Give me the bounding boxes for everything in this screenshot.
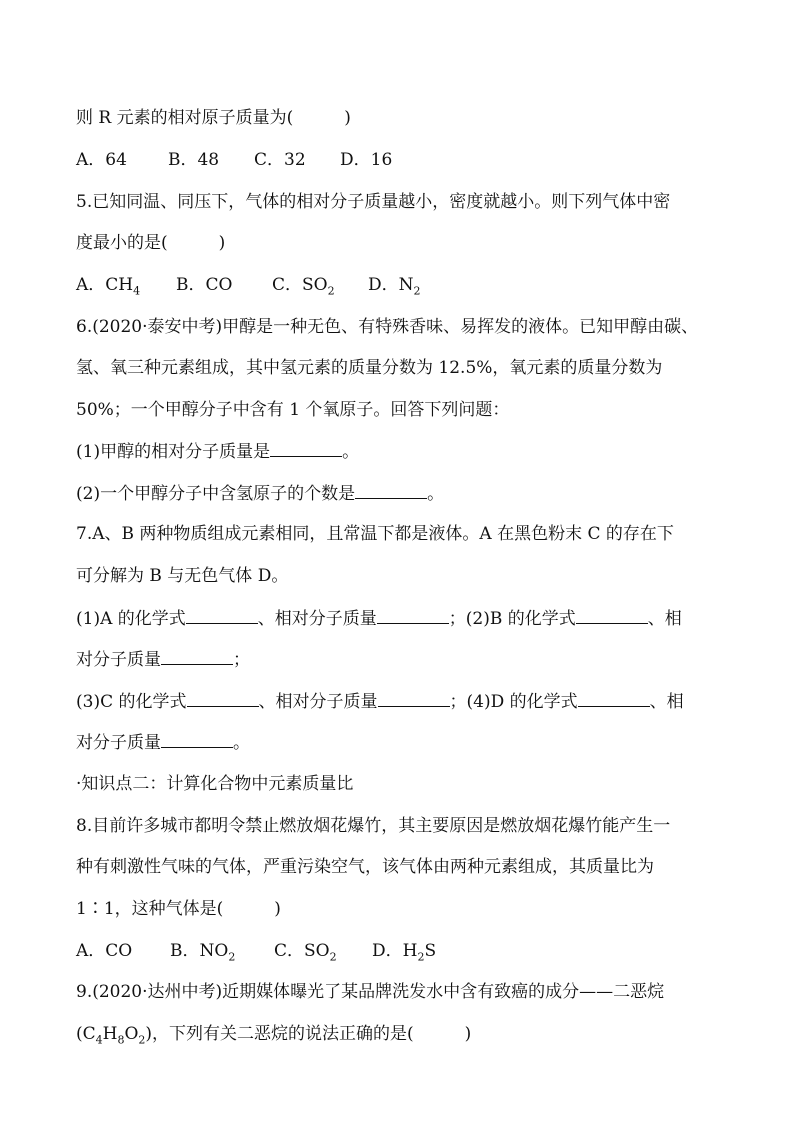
q8-stem-line1: 8.目前许多城市都明令禁止燃放烟花爆竹，其主要原因是燃放烟花爆竹能产生一: [76, 816, 671, 836]
q4-option-a: A．64: [76, 150, 127, 170]
q4-stem-tail: 则 R 元素的相对原子质量为( ): [76, 108, 351, 128]
q4-options: [76, 149, 392, 171]
q9-stem-line2: $(C_4H_8O_2)$，下列有关二恶烷的说法正确的是( ): [76, 1024, 472, 1047]
q6-stem-line1: 6.(2020·泰安中考)甲醇是一种无色、有特殊香味、易挥发的液体。已知甲醇由碳、: [76, 317, 699, 337]
answer-blank[interactable]: [270, 440, 342, 457]
answer-blank[interactable]: [578, 690, 650, 707]
section-heading: ·知识点二：计算化合物中元素质量比: [76, 774, 354, 794]
q5-option-a: A．$CH_4$: [76, 275, 141, 298]
answer-blank[interactable]: [161, 731, 233, 748]
q7-part-line2: 对分子质量 ；: [76, 650, 250, 670]
q8-options: [76, 940, 436, 962]
answer-blank[interactable]: [355, 482, 427, 499]
q5-options: [76, 274, 421, 296]
q6-sub1: (1)甲醇的相对分子质量是 。: [76, 442, 360, 462]
q5-stem-line2: 度最小的是( ): [76, 233, 226, 253]
q8-option-a: A．CO: [76, 941, 133, 961]
q4-option-c: C．32: [254, 150, 306, 170]
q6-stem-line2: 氢、氧三种元素组成，其中氢元素的质量分数为 12.5%，氧元素的质量分数为: [76, 358, 663, 378]
answer-blank[interactable]: [161, 648, 233, 665]
q8-stem-line2: 种有刺激性气味的气体，严重污染空气，该气体由两种元素组成，其质量比为: [76, 857, 654, 877]
q8-option-c: C．$SO_2$: [274, 941, 337, 964]
answer-blank[interactable]: [576, 607, 648, 624]
q6-sub2: (2)一个甲醇分子中含氢原子的个数是 。: [76, 484, 445, 504]
q5-stem-line1: 5.已知同温、同压下，气体的相对分子质量越小，密度就越小。则下列气体中密: [76, 192, 671, 212]
q9-stem-line1: 9.(2020·达州中考)近期媒体曝光了某品牌洗发水中含有致癌的成分——二恶烷: [76, 982, 665, 1002]
q7-part-line3: (3)C 的化学式 、相对分子质量 ；(4)D 的化学式 、相: [76, 692, 684, 712]
q8-option-b: B．$NO_2$: [170, 941, 236, 964]
q5-option-d: D．$N_2$: [368, 275, 421, 298]
q7-part-line1: (1)A 的化学式 、相对分子质量 ；(2)B 的化学式 、相: [76, 609, 682, 629]
q7-stem-line1: 7.A、B 两种物质组成元素相同，且常温下都是液体。A 在黑色粉末 C 的存在下: [76, 524, 674, 544]
answer-blank[interactable]: [377, 607, 449, 624]
answer-blank[interactable]: [187, 690, 259, 707]
q5-option-b: B．CO: [176, 275, 233, 295]
q6-stem-line3: 50%；一个甲醇分子中含有 1 个氧原子。回答下列问题：: [76, 400, 510, 420]
answer-blank[interactable]: [378, 690, 450, 707]
q7-stem-line2: 可分解为 B 与无色气体 D。: [76, 566, 289, 586]
q4-option-b: B．48: [168, 150, 220, 170]
answer-blank[interactable]: [186, 607, 258, 624]
q8-stem-line3: 1∶1，这种气体是( ): [76, 899, 281, 919]
q7-part-line4: 对分子质量 。: [76, 733, 250, 753]
q8-option-d: D．$H_2S$: [372, 941, 437, 964]
q4-option-d: D．16: [340, 150, 393, 170]
q5-option-c: C．$SO_2$: [272, 275, 335, 298]
